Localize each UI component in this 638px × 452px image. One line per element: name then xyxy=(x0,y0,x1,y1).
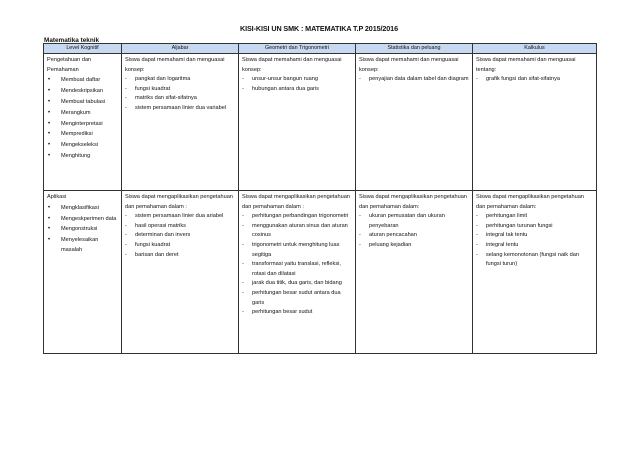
list-item: • Menyelesaikan masalah xyxy=(47,236,118,255)
cell-list xyxy=(359,75,469,85)
list-item: - grafik fungsi dan sifat-sifatnya xyxy=(476,75,593,85)
kisi-kisi-table xyxy=(43,43,597,354)
table-row xyxy=(44,191,597,354)
list-item: • Mendeskripsikan xyxy=(47,87,118,97)
list-item: - hasil operasi matriks xyxy=(125,222,235,232)
cell-intro: Siswa dapat mengaplikasikan pengetahuan dan pemahaman dalam: xyxy=(359,194,467,210)
list-item: • Menghitung xyxy=(47,152,118,162)
list-item: • Membuat tabulasi xyxy=(47,98,118,108)
cell-intro: Siswa dapat memahami dan menguasai tentang: xyxy=(476,57,576,73)
list-item: - hubungan antara dua garis xyxy=(242,85,352,95)
list-item: • Menginterpretasi xyxy=(47,120,118,130)
cell-list xyxy=(242,212,352,318)
list-item: - aturan pencacahan xyxy=(359,231,469,241)
aljabar-cell xyxy=(122,54,239,191)
list-item: - penyajian data dalam tabel dan diagram xyxy=(359,75,469,85)
cell-list xyxy=(476,212,593,270)
statistika-cell xyxy=(356,54,473,191)
list-item: - pangkat dan logaritma xyxy=(125,75,235,85)
list-item: • Mengeskperimen data xyxy=(47,215,118,225)
list-item: - unsur-unsur bangun ruang xyxy=(242,75,352,85)
header-aljabar: Aljabar xyxy=(122,44,239,54)
list-item: - perhitungan limit xyxy=(476,212,593,222)
list-item: • Mengonstruksi xyxy=(47,225,118,235)
cell-list xyxy=(242,75,352,94)
header-level-kognitif: Level Kognitif xyxy=(44,44,122,54)
list-item: - sistem persamaan linier dua ariabel xyxy=(125,212,235,222)
list-item: - trigonometri untuk menghitung luas segitiga xyxy=(242,241,352,260)
geometri-cell xyxy=(239,54,356,191)
table-header-row xyxy=(44,44,597,54)
cell-list xyxy=(476,75,593,85)
level-list xyxy=(47,204,118,256)
header-statistika: Statistika dan peluang xyxy=(356,44,473,54)
cell-list xyxy=(125,75,235,113)
level-list xyxy=(47,76,118,161)
header-kalkulus: Kalkulus xyxy=(473,44,597,54)
level-cell xyxy=(44,191,122,354)
cell-intro: Siswa dapat memahami dan menguasai konsep: xyxy=(125,57,225,73)
document-subtitle: Matematika teknik xyxy=(44,37,100,44)
list-item: - selang kemonotonan (fungsi naik dan fungsi turun) xyxy=(476,251,593,270)
cell-intro: Siswa dapat memahami dan menguasai konsep: xyxy=(359,57,459,73)
level-title: Pengetahuan dan Pemahaman xyxy=(47,57,92,73)
cell-intro: Siswa dapat mengaplikasikan pengetahuan dan pemahaman dalam: xyxy=(476,194,584,210)
list-item: - peluang kejadian xyxy=(359,241,469,251)
list-item: - perhitungan besar sudut xyxy=(242,308,352,318)
cell-list xyxy=(125,212,235,260)
list-item: - jarak dua titik, dua garis, dan bidang xyxy=(242,279,352,289)
list-item: - perhitungan besar sudut antara dua garis xyxy=(242,289,352,308)
list-item: • Mengekseleksi xyxy=(47,141,118,151)
aljabar-cell xyxy=(122,191,239,354)
statistika-cell xyxy=(356,191,473,354)
table-row xyxy=(44,54,597,191)
level-title: Aplikasi xyxy=(47,194,67,200)
header-geometri: Geometri dan Trigonometri xyxy=(239,44,356,54)
list-item: - sistem persamaan linier dua variabel xyxy=(125,104,235,114)
kalkulus-cell xyxy=(473,191,597,354)
list-item: - barisan dan deret xyxy=(125,251,235,261)
list-item: - determinan dan invers xyxy=(125,231,235,241)
cell-list xyxy=(359,212,469,250)
list-item: - integral tentu xyxy=(476,241,593,251)
list-item: - transformasi yaitu translasi, refleksi, rotasi dan dilatasi xyxy=(242,260,352,279)
list-item: • Memprediksi xyxy=(47,130,118,140)
level-cell xyxy=(44,54,122,191)
list-item: - fungsi kuadrat xyxy=(125,85,235,95)
cell-intro: Siswa dapat memahami dan menguasai konsep: xyxy=(242,57,342,73)
list-item: - menggunakan aturan sinus dan aturan cosinus xyxy=(242,222,352,241)
cell-intro: Siswa dapat mengaplikasikan pengetahuan dan pemahaman dalam : xyxy=(242,194,350,210)
list-item: - ukuran pemusatan dan ukuran penyebaran xyxy=(359,212,469,231)
list-item: - perhitungan perbandingan trigonometri xyxy=(242,212,352,222)
list-item: - integral tak tentu xyxy=(476,231,593,241)
list-item: • Mengklasifikasi xyxy=(47,204,118,214)
list-item: - perhitungan turunan fungsi xyxy=(476,222,593,232)
list-item: - matriks dan sifat-sifatnya xyxy=(125,94,235,104)
cell-intro: Siswa dapat mengaplikasikan pengetahuan dan pemahaman dalam : xyxy=(125,194,233,210)
list-item: • Membuat daftar xyxy=(47,76,118,86)
document-title: KISI-KISI UN SMK : MATEMATIKA T.P 2015/2016 xyxy=(240,24,398,33)
list-item: • Merangkum xyxy=(47,109,118,119)
geometri-cell xyxy=(239,191,356,354)
kalkulus-cell xyxy=(473,54,597,191)
list-item: - fungsi kuadrat xyxy=(125,241,235,251)
